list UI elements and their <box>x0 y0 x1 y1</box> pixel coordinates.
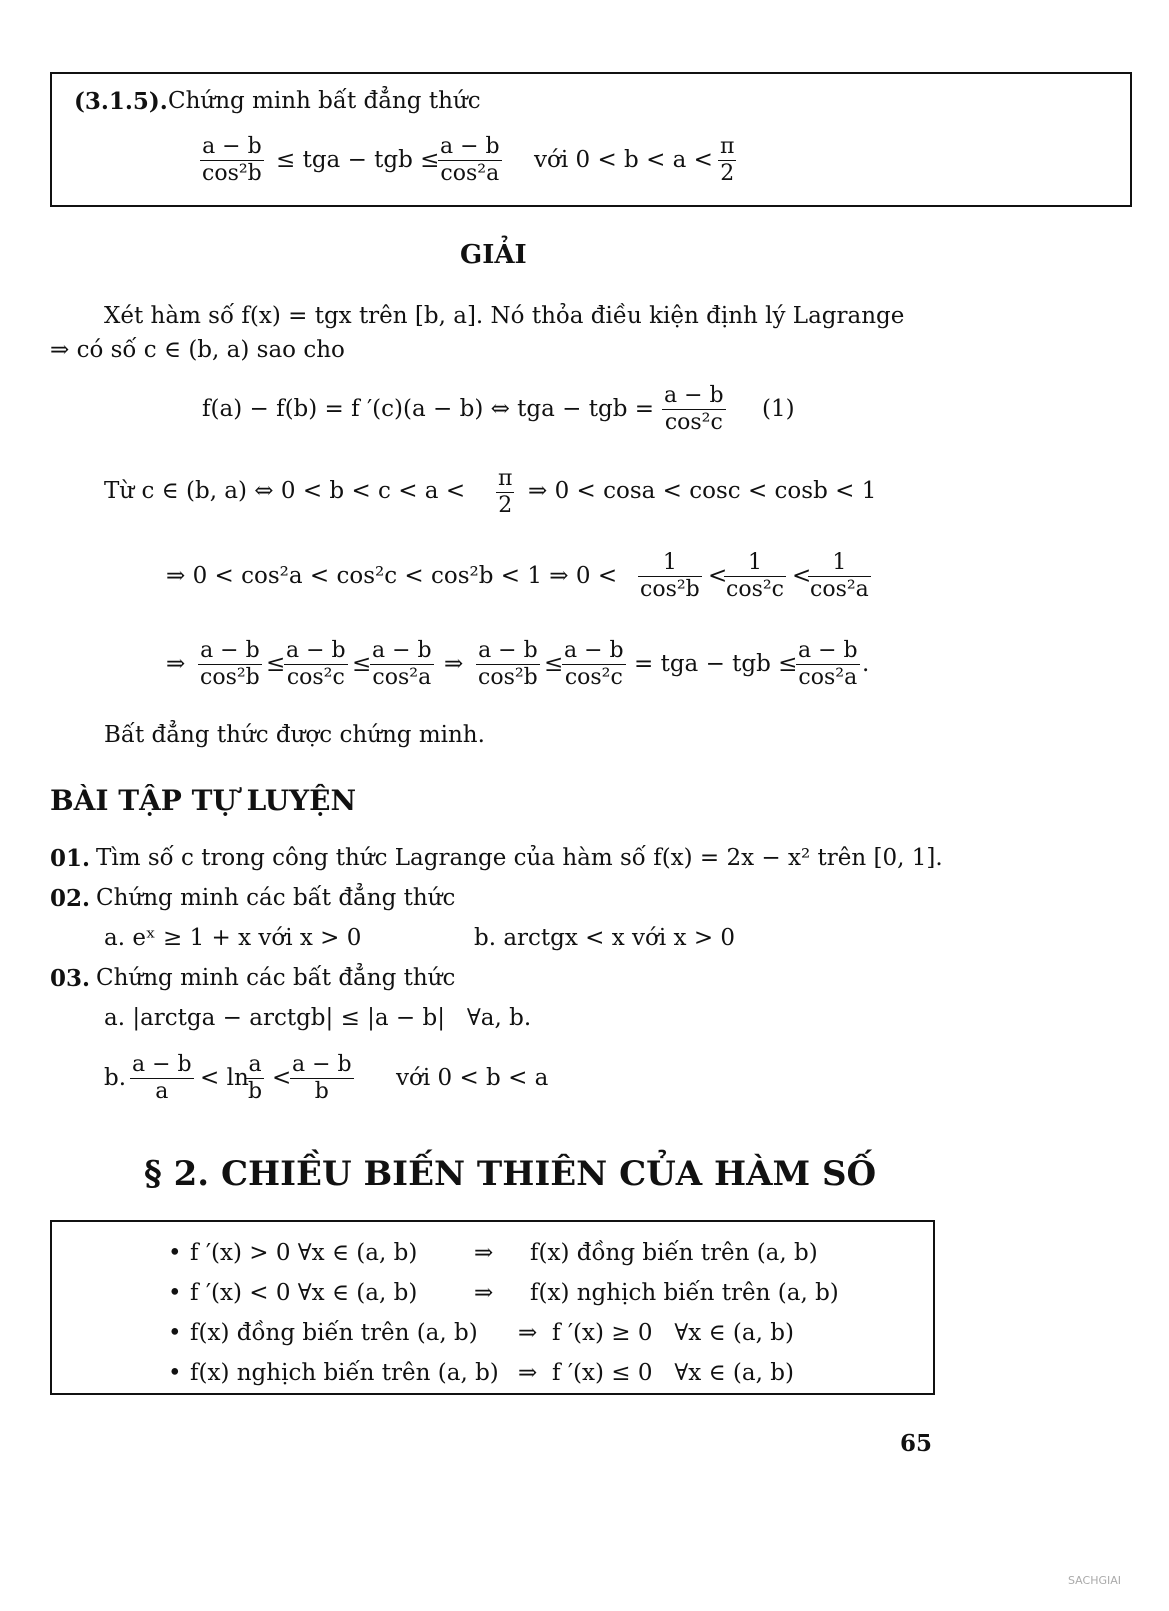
problem-statement: Chứng minh bất đẳng thức <box>168 88 481 114</box>
fraction-denominator: cos²c <box>562 664 626 691</box>
solution-line-5-fraction-6 <box>796 638 860 691</box>
fraction-denominator: cos²b <box>478 665 538 690</box>
solution-line-5-end: . <box>862 651 870 677</box>
fraction-numerator: a − b <box>440 134 500 159</box>
fraction-numerator: a − b <box>664 383 724 408</box>
exercise-03-b-label: b. <box>104 1065 127 1091</box>
solution-line-3-start: Từ c ∈ (b, a) ⇔ 0 < b < c < a < <box>104 478 466 504</box>
solution-line-3-fraction <box>496 466 514 519</box>
rule-arrow: ⇒ <box>518 1360 538 1386</box>
equation-1-text: f(a) − f(b) = f ′(c)(a − b) ⇔ tga − tgb = <box>202 396 655 422</box>
fraction-denominator: cos²b <box>202 161 262 186</box>
solution-line-1: Xét hàm số f(x) = tgx trên [b, a]. Nó thỏa điều kiện định lý Lagrange <box>104 303 905 329</box>
exercise-02-label: 02. <box>50 885 91 912</box>
fraction-denominator: cos²a <box>370 664 434 691</box>
fraction-numerator: a − b <box>202 134 262 159</box>
exercise-02-a: a. eˣ ≥ 1 + x với x > 0 <box>104 925 362 951</box>
fraction-numerator: 1 <box>832 550 847 575</box>
rule-left: f(x) nghịch biến trên (a, b) <box>190 1360 499 1386</box>
exercise-03-b-ln: < ln <box>200 1065 249 1091</box>
fraction-denominator: b <box>248 1079 263 1104</box>
rule-arrow: ⇒ <box>474 1240 494 1266</box>
rule-bullet: • <box>168 1320 182 1346</box>
fraction-denominator: cos²a <box>796 664 860 691</box>
rule-left: f ′(x) < 0 ∀x ∈ (a, b) <box>190 1280 418 1306</box>
solution-line-4-lt-1: < <box>708 563 728 589</box>
fraction-denominator: 2 <box>718 160 736 187</box>
solution-line-4-fraction-1 <box>638 550 702 603</box>
exercise-03-b-condition: với 0 < b < a <box>396 1065 549 1091</box>
rule-left: f ′(x) > 0 ∀x ∈ (a, b) <box>190 1240 418 1266</box>
equation-1-fraction <box>662 383 726 436</box>
fraction-denominator: b <box>290 1078 354 1105</box>
solution-line-4-lt-2: < <box>792 563 812 589</box>
rule-right: f ′(x) ≥ 0 ∀x ∈ (a, b) <box>552 1320 794 1346</box>
fraction-numerator: a − b <box>798 638 858 663</box>
solution-line-5-arrow-2: ⇒ <box>444 651 464 677</box>
solution-line-2: ⇒ có số c ∈ (b, a) sao cho <box>50 337 345 363</box>
exercise-03-label: 03. <box>50 965 91 992</box>
rule-left: f(x) đồng biến trên (a, b) <box>190 1320 478 1346</box>
fraction-denominator: cos²c <box>726 577 784 602</box>
equation-1-tag: (1) <box>762 396 795 422</box>
page-number: 65 <box>900 1430 933 1457</box>
exercise-03-b-fraction-1 <box>130 1052 194 1105</box>
solution-conclusion: Bất đẳng thức được chứng minh. <box>104 722 485 748</box>
rule-right: f ′(x) ≤ 0 ∀x ∈ (a, b) <box>552 1360 794 1386</box>
exercise-02-b: b. arctgx < x với x > 0 <box>474 925 736 951</box>
fraction-numerator: 1 <box>748 550 762 575</box>
problem-ineq-lhs-fraction <box>200 134 264 187</box>
exercise-03-a: a. |arctga − arctgb| ≤ |a − b| ∀a, b. <box>104 1005 532 1031</box>
fraction-numerator: 1 <box>662 550 677 575</box>
rule-right: f(x) nghịch biến trên (a, b) <box>530 1280 839 1306</box>
solution-line-5-le-2: ≤ <box>352 651 372 677</box>
solution-line-3-end: ⇒ 0 < cosa < cosc < cosb < 1 <box>528 478 877 504</box>
solution-title: GIẢI <box>460 240 527 270</box>
solution-line-5-le-3: ≤ <box>544 651 564 677</box>
fraction-denominator: 2 <box>496 492 514 519</box>
solution-line-4-fraction-2 <box>724 550 786 603</box>
fraction-numerator: a − b <box>564 638 624 663</box>
fraction-numerator: a − b <box>478 638 538 663</box>
rule-bullet: • <box>168 1280 182 1306</box>
problem-condition: với 0 < b < a < <box>534 147 713 173</box>
problem-condition-fraction <box>718 134 736 187</box>
exercise-03-b-fraction-2 <box>246 1052 264 1105</box>
solution-line-5-fraction-5 <box>562 638 626 691</box>
solution-line-5-fraction-2 <box>284 638 348 691</box>
exercises-title: BÀI TẬP TỰ LUYỆN <box>50 784 357 817</box>
solution-line-5-fraction-3 <box>370 638 434 691</box>
problem-ineq-rhs-fraction <box>438 134 502 187</box>
fraction-numerator: a − b <box>132 1052 192 1077</box>
exercise-03-b-lt: < <box>272 1065 292 1091</box>
exercise-02-text: Chứng minh các bất đẳng thức <box>96 885 456 911</box>
exercise-03-text: Chứng minh các bất đẳng thức <box>96 965 456 991</box>
rule-bullet: • <box>168 1240 182 1266</box>
solution-line-5-middle: = tga − tgb ≤ <box>634 651 798 677</box>
solution-line-4-start: ⇒ 0 < cos²a < cos²c < cos²b < 1 ⇒ 0 < <box>166 563 618 589</box>
fraction-denominator: a <box>130 1078 194 1105</box>
solution-line-5-le-1: ≤ <box>266 651 286 677</box>
fraction-numerator: π <box>498 466 513 491</box>
fraction-denominator: cos²b <box>200 665 260 690</box>
rule-arrow: ⇒ <box>474 1280 494 1306</box>
exercise-01-text: Tìm số c trong công thức Lagrange của hàm số f(x) = 2x − x² trên [0, 1]. <box>96 845 943 871</box>
fraction-numerator: a − b <box>372 638 432 663</box>
exercise-03-b-fraction-3 <box>290 1052 354 1105</box>
rule-bullet: • <box>168 1360 182 1386</box>
fraction-numerator: π <box>720 134 735 159</box>
rule-right: f(x) đồng biến trên (a, b) <box>530 1240 818 1266</box>
solution-line-4-fraction-3 <box>808 550 871 603</box>
fraction-denominator: cos²a <box>810 577 869 602</box>
fraction-denominator: cos²a <box>438 160 502 187</box>
rule-arrow: ⇒ <box>518 1320 538 1346</box>
fraction-numerator: a − b <box>200 638 260 663</box>
fraction-denominator: cos²c <box>284 664 348 691</box>
fraction-numerator: a − b <box>286 638 346 663</box>
solution-line-5-fraction-4 <box>476 638 540 691</box>
fraction-denominator: cos²c <box>662 409 726 436</box>
problem-ineq-middle: ≤ tga − tgb ≤ <box>276 147 440 173</box>
solution-line-5-arrow: ⇒ <box>166 651 186 677</box>
fraction-numerator: a − b <box>292 1052 352 1077</box>
section-2-title: § 2. CHIỀU BIẾN THIÊN CỦA HÀM SỐ <box>144 1154 877 1194</box>
fraction-numerator: a <box>248 1052 262 1077</box>
watermark-logo: SACHGIAI <box>1068 1574 1122 1587</box>
problem-label: (3.1.5). <box>74 88 168 115</box>
exercise-01-label: 01. <box>50 845 91 872</box>
fraction-denominator: cos²b <box>640 577 700 602</box>
solution-line-5-fraction-1 <box>198 638 262 691</box>
